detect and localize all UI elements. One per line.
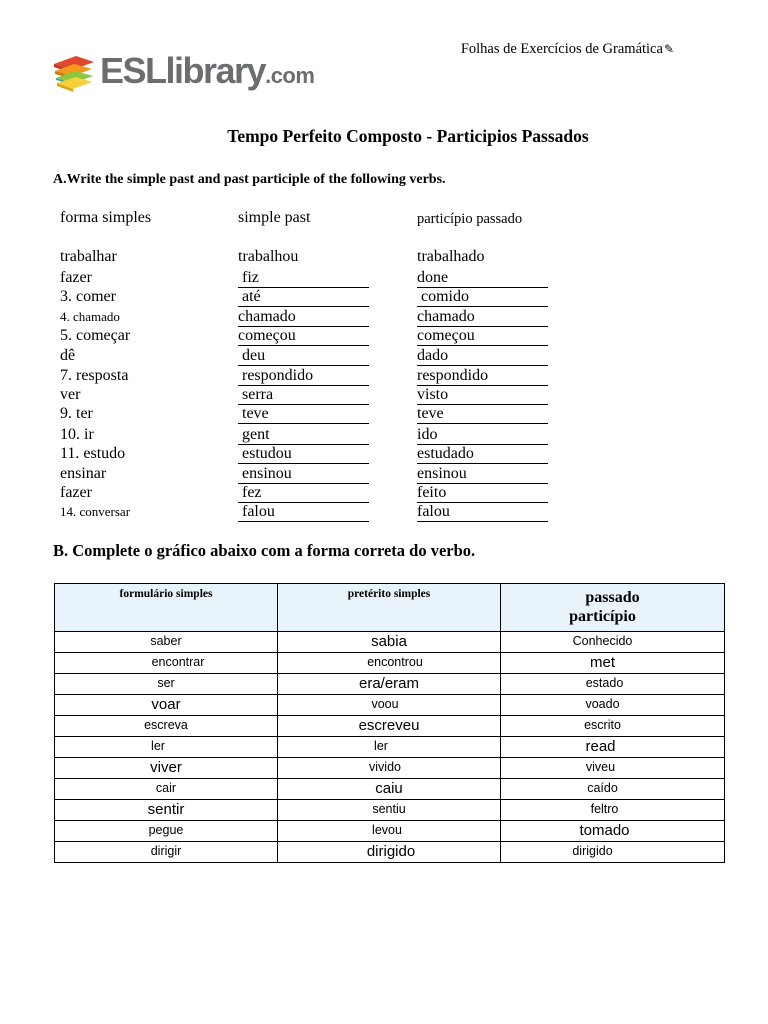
table-cell-simple: [55, 632, 278, 653]
list-item: [0, 287, 768, 307]
answer-past-participle: visto: [417, 385, 548, 405]
table-cell-simple: [55, 800, 278, 821]
table-cell-text: cair: [155, 781, 177, 795]
table-cell-text: vivido: [369, 760, 401, 774]
answer-simple-past: fez: [238, 483, 369, 503]
table-cell-text: era/eram: [358, 675, 420, 692]
table-cell-text: dirigir: [150, 844, 182, 858]
answer-simple-past: ensinou: [238, 464, 369, 484]
table-cell-text: viveu: [585, 760, 616, 774]
table-header-simple: formulário simples: [55, 584, 278, 632]
verb-simple-form: dê: [60, 347, 76, 364]
table-row: [55, 800, 725, 821]
table-row: [55, 758, 725, 779]
table-cell-text: met: [589, 654, 615, 671]
list-item: [0, 247, 768, 267]
answer-past-participle: começou: [417, 326, 548, 346]
verb-simple-form: trabalhar: [60, 248, 117, 265]
table-cell-text: sentir: [147, 801, 185, 818]
table-cell-text: ser: [157, 676, 175, 690]
list-item: [0, 404, 768, 424]
verb-simple-form: 4. chamado: [60, 309, 120, 324]
table-cell-text: saber: [150, 634, 182, 648]
list-item: [0, 425, 768, 445]
list-item: [0, 483, 768, 503]
verb-simple-form: 11. estudo: [60, 445, 126, 462]
list-item: [0, 385, 768, 405]
table-cell-past: [278, 842, 501, 863]
section-a-instruction: A.Write the simple past and past participle of the following verbs.: [53, 172, 446, 187]
table-cell-text: tomado: [579, 822, 630, 839]
answer-simple-past: começou: [238, 326, 369, 346]
table-cell-text: caído: [587, 781, 618, 795]
table-row: [55, 674, 725, 695]
table-cell-simple: [55, 716, 278, 737]
table-header-past: pretérito simples: [278, 584, 501, 632]
table-cell-text: sabia: [371, 633, 407, 650]
table-cell-text: encontrar: [151, 655, 205, 669]
verb-simple-form: ver: [60, 386, 81, 403]
table-cell-participle: [501, 758, 725, 779]
table-row: [55, 695, 725, 716]
table-row: [55, 653, 725, 674]
table-cell-simple: [55, 674, 278, 695]
table-cell-participle: [501, 653, 725, 674]
table-cell-text: escrito: [584, 718, 621, 732]
answer-simple-past: teve: [238, 404, 369, 424]
verb-simple-form: 7. resposta: [60, 367, 129, 384]
verb-simple-form: 3. comer: [60, 288, 116, 305]
worksheet-series-label: Folhas de Exercícios de Gramática✎: [460, 41, 674, 57]
list-item: [0, 502, 768, 522]
answer-simple-past: chamado: [238, 307, 369, 327]
answer-simple-past: gent: [238, 425, 369, 445]
esl-library-logo: [52, 50, 315, 96]
table-cell-simple: [55, 695, 278, 716]
answer-past-participle: comido: [417, 287, 548, 307]
answer-past-participle: feito: [417, 483, 548, 503]
answer-past-participle: falou: [417, 502, 548, 522]
answer-simple-past: respondido: [238, 366, 369, 386]
table-cell-participle: [501, 800, 725, 821]
answer-simple-past: fiz: [238, 268, 369, 288]
table-cell-simple: [55, 842, 278, 863]
table-cell-text: viver: [150, 759, 182, 776]
table-cell-simple: [55, 758, 278, 779]
page-title: Tempo Perfeito Composto - Participios Passados: [227, 126, 589, 146]
table-cell-participle: [501, 674, 725, 695]
list-item: [0, 444, 768, 464]
table-cell-text: voar: [151, 696, 181, 713]
table-cell-text: pegue: [148, 823, 184, 837]
table-cell-text: escreveu: [358, 717, 420, 734]
verb-simple-form: fazer: [60, 269, 92, 286]
table-cell-past: [278, 695, 501, 716]
answer-past-participle: ido: [417, 425, 548, 445]
table-cell-text: dirigido: [366, 843, 416, 860]
answer-past-participle: ensinou: [417, 464, 548, 484]
list-item: [0, 268, 768, 288]
table-cell-simple: [55, 779, 278, 800]
table-cell-participle: [501, 842, 725, 863]
table-cell-participle: [501, 632, 725, 653]
table-cell-past: [278, 779, 501, 800]
table-row: [55, 737, 725, 758]
table-cell-text: levou: [372, 823, 402, 837]
table-cell-text: estado: [585, 676, 624, 690]
answer-simple-past: serra: [238, 385, 369, 405]
table-cell-text: dirigido: [572, 844, 613, 858]
column-header-simple-past: simple past: [238, 209, 311, 226]
list-item: [0, 326, 768, 346]
table-row: [55, 821, 725, 842]
table-cell-text: ler: [151, 739, 165, 753]
table-cell-past: [278, 716, 501, 737]
list-item: [0, 464, 768, 484]
table-cell-participle: [501, 695, 725, 716]
answer-simple-past: até: [238, 287, 369, 307]
verb-simple-form: 9. ter: [60, 405, 93, 422]
table-cell-text: sentiu: [372, 802, 406, 816]
table-cell-text: voado: [585, 697, 620, 711]
book-stack-icon: [52, 52, 96, 92]
table-cell-participle: [501, 821, 725, 842]
table-cell-simple: [55, 821, 278, 842]
answer-simple-past: falou: [238, 502, 369, 522]
table-row: [55, 842, 725, 863]
list-item: [0, 346, 768, 366]
table-cell-text: Conhecido: [572, 634, 633, 648]
answer-past-participle: dado: [417, 346, 548, 366]
table-cell-participle: [501, 779, 725, 800]
list-item: [0, 366, 768, 386]
table-cell-text: encontrou: [367, 655, 423, 669]
table-cell-past: [278, 737, 501, 758]
answer-past-participle: done: [417, 268, 548, 288]
answer-past-participle: estudado: [417, 444, 548, 464]
answer-past-participle: respondido: [417, 366, 548, 386]
answer-simple-past: trabalhou: [238, 248, 299, 265]
table-header-participle: passado particípio: [501, 584, 725, 632]
list-item: [0, 307, 768, 327]
column-header-past-participle: particípio passado: [417, 211, 523, 227]
logo-wordmark: [100, 50, 314, 97]
table-cell-past: [278, 653, 501, 674]
logo-brand: ESLlibrary: [100, 50, 266, 91]
table-cell-text: read: [585, 738, 616, 755]
answer-past-participle: trabalhado: [417, 248, 485, 265]
table-cell-participle: [501, 716, 725, 737]
table-cell-past: [278, 674, 501, 695]
table-cell-participle: [501, 737, 725, 758]
table-cell-past: [278, 800, 501, 821]
verb-simple-form: 10. ir: [60, 426, 94, 443]
section-b-instruction: B. Complete o gráfico abaixo com a forma correta do verbo.: [53, 541, 476, 560]
table-cell-simple: [55, 653, 278, 674]
table-cell-text: caiu: [375, 780, 403, 797]
table-cell-text: feltro: [590, 802, 619, 816]
answer-simple-past: deu: [238, 346, 369, 366]
answer-past-participle: chamado: [417, 307, 548, 327]
table-row: [55, 779, 725, 800]
table-cell-past: [278, 821, 501, 842]
verb-simple-form: fazer: [60, 484, 92, 501]
table-header-row: [55, 584, 725, 632]
verb-simple-form: ensinar: [60, 465, 107, 482]
answer-past-participle: teve: [417, 404, 548, 424]
table-cell-past: [278, 758, 501, 779]
column-header-simple-form: forma simples: [60, 209, 152, 226]
table-cell-text: ler: [374, 739, 388, 753]
table-cell-simple: [55, 737, 278, 758]
table-cell-text: escreva: [144, 718, 188, 732]
table-row: [55, 632, 725, 653]
logo-tld: .com: [265, 63, 315, 88]
table-cell-past: [278, 632, 501, 653]
verb-chart-table: [54, 583, 725, 863]
verb-simple-form: 5. começar: [60, 327, 131, 344]
verb-simple-form: 14. conversar: [60, 504, 131, 519]
answer-simple-past: estudou: [238, 444, 369, 464]
table-cell-text: voou: [371, 697, 399, 711]
pencil-icon: ✎: [663, 42, 674, 56]
table-row: [55, 716, 725, 737]
